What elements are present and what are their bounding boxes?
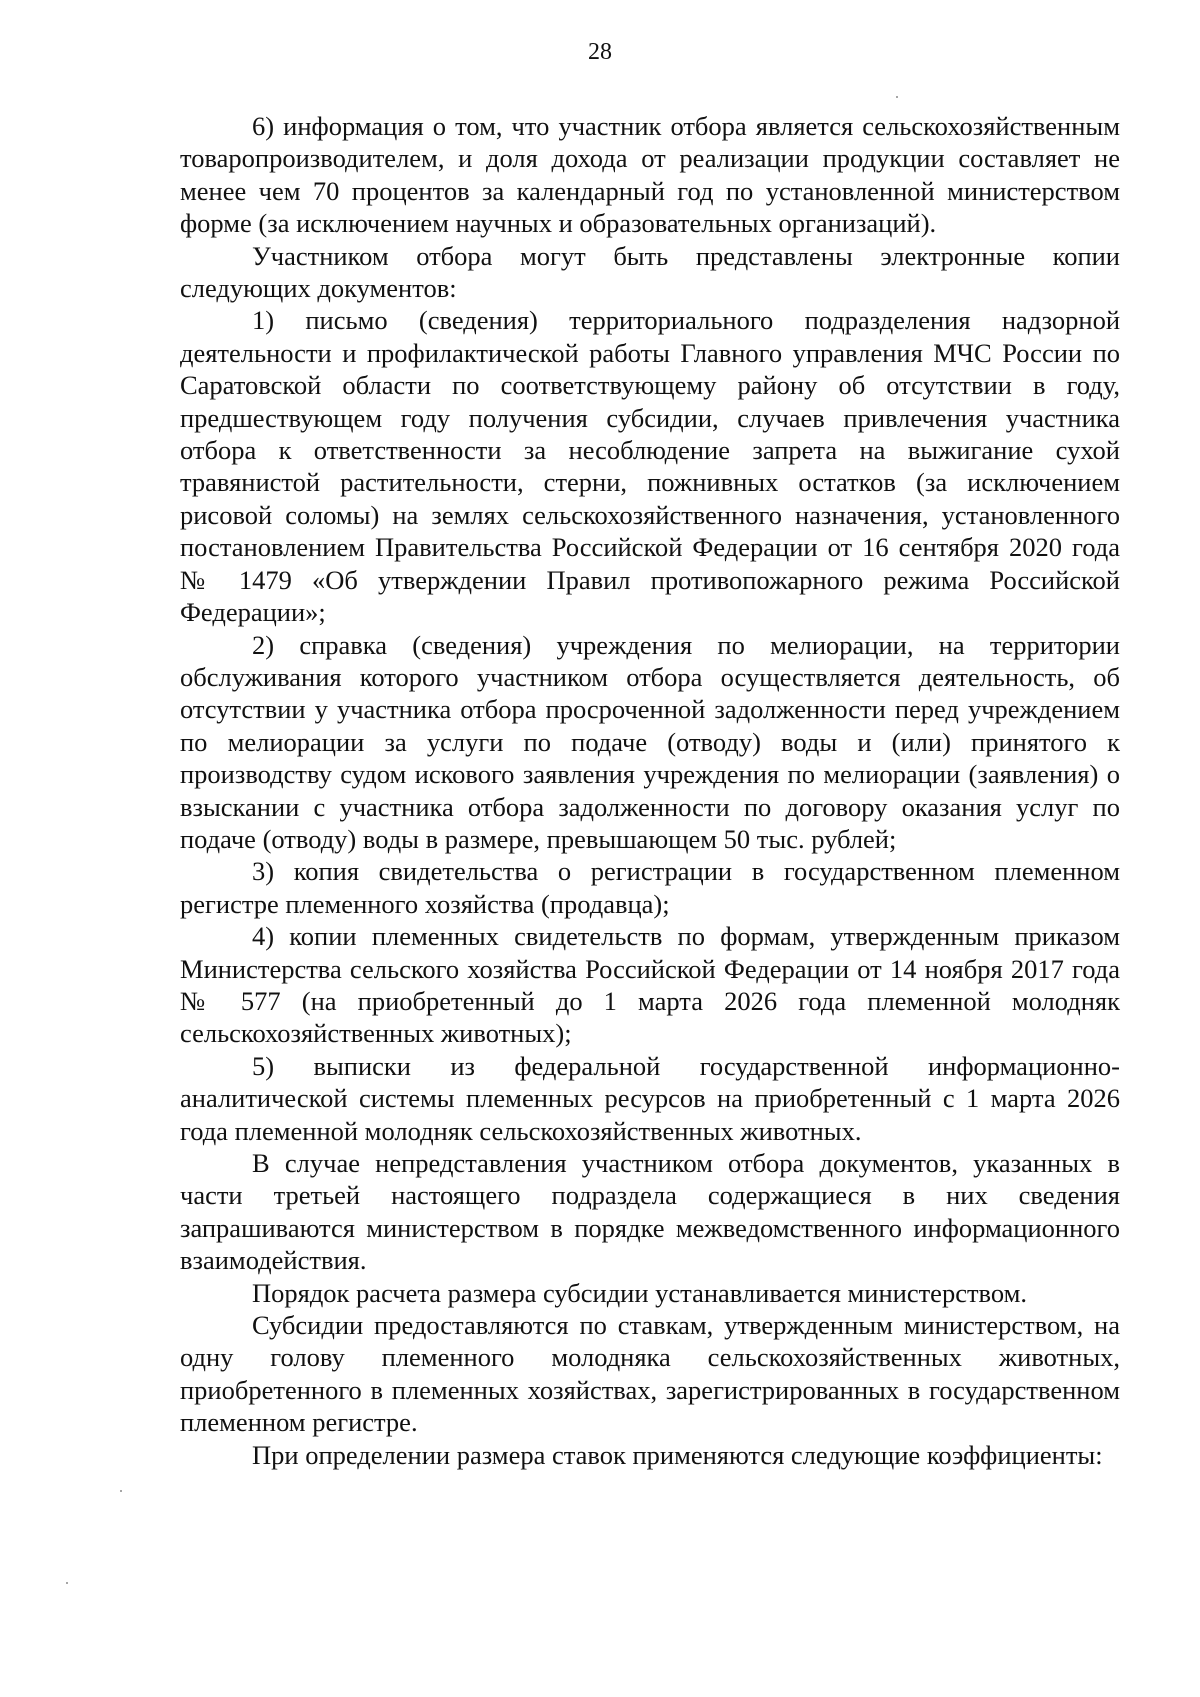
paragraph-doc-2-melioration: 2) справка (сведения) учреждения по мелиорации, на территории обслуживания которого участником отбора осуществляется деятельность, об отсутствии у участника отбора просроченной задолженности перед учреждением по мелиорации за услуги по подаче (отводу) воды и (или) принятого к производству судом искового заявления учреждения по мелиорации (заявления) о взыскании с участника отбора задолженности по договору оказания услуг по подаче (отводу) воды в размере, превышающем 50 тыс. рублей;: [180, 629, 1120, 854]
paragraph-doc-3-registry-certificate: 3) копия свидетельства о регистрации в государственном племенном регистре племенного хозяйства (продавца);: [180, 856, 1120, 919]
paragraph-coefficients: При определении размера ставок применяются следующие коэффициенты:: [252, 1439, 1103, 1470]
paragraph-interagency-request: В случае непредставления участником отбора документов, указанных в части третьей настоящего подраздела содержащиеся в них сведения запрашиваются министерством в порядке межведомственного информационного взаимодействия.: [180, 1148, 1120, 1276]
document-body: [180, 110, 1120, 1471]
paragraph-doc-4-breeding-certificates: 4) копии племенных свидетельств по формам, утвержденным приказом Министерства сельского хозяйства Российской Федерации от 14 ноября 2017 года № 577 (на приобретенный до 1 марта 2026 года племенной молодняк сельскохозяйственных животных);: [180, 921, 1120, 1049]
paragraph-item-6: 6) информация о том, что участник отбора является сельскохозяйственным товаропроизводителем, и доля дохода от реализации продукции составляет не менее чем 70 процентов за календарный год по установленной министерством форме (за исключением научных и образовательных организаций).: [180, 111, 1120, 239]
scan-speck: [66, 1582, 68, 1584]
paragraph-subsidy-rates: Субсидии предоставляются по ставкам, утвержденным министерством, на одну голову племенного молодняка сельскохозяйственных животных, приобретенного в племенных хозяйствах, зарегистрированных в государственном племенном регистре.: [180, 1310, 1120, 1438]
page-number: 28: [588, 39, 612, 65]
paragraph-electronic-copies: Участником отбора могут быть представлены электронные копии следующих документов:: [180, 240, 1120, 304]
scan-speck: [896, 96, 898, 98]
paragraph-doc-1-mchs-letter: 1) письмо (сведения) территориального подразделения надзорной деятельности и профилактической работы Главного управления МЧС России по Саратовской области по соответствующему району об отсутствии в году, предшествующем году получения субсидии, случаев привлечения участника отбора к ответственности за несоблюдение запрета на выжигание сухой травянистой растительности, стерни, пожнивных остатков (за исключением рисовой соломы) на землях сельскохозяйственного назначения, установленного постановлением Правительства Российской Федерации от 16 сентября 2020 года № 1479 «Об утверждении Правил противопожарного режима Российской Федерации»;: [180, 305, 1120, 628]
paragraph-doc-5-system-extracts: 5) выписки из федеральной государственной информационно-аналитической системы племенных ресурсов на приобретенный с 1 марта 2026 года племенной молодняк сельскохозяйственных животных.: [180, 1050, 1120, 1146]
scan-speck: [120, 1490, 122, 1492]
paragraph-calculation-order: Порядок расчета размера субсидии устанавливается министерством.: [252, 1277, 1028, 1308]
